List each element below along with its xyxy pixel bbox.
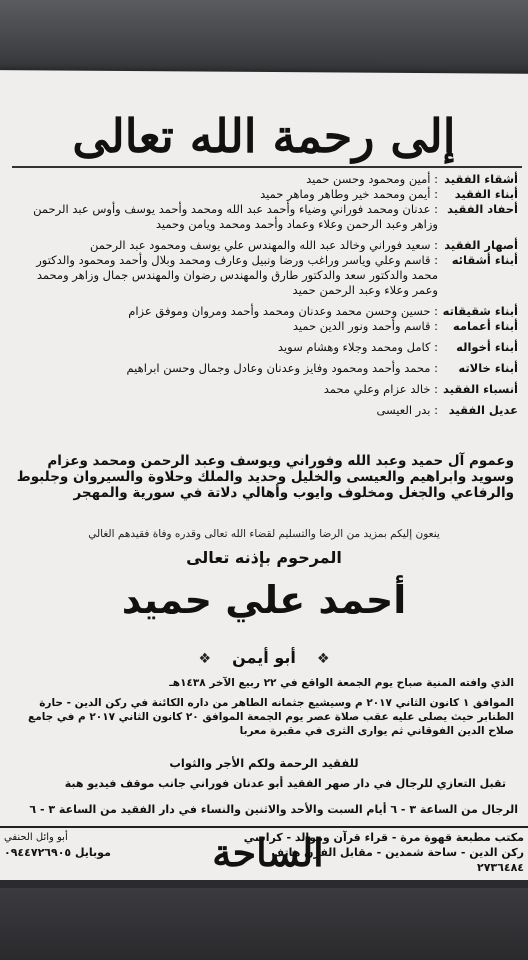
relatives-row <box>8 304 518 319</box>
relatives-row <box>8 187 518 202</box>
relation-names: : عدنان ومحمد فوراني وضياء وأحمد عبد الله ومحمد وأحمد يوسف وأوس عبد الرحمن وزاهر وعبد الرحمن وعلاء وعماد وأحمد ومحمد ويامن وحميد <box>33 202 438 231</box>
funeral-details: الموافق ١ كانون الثاني ٢٠١٧ م وسيشيع جثمانه الطاهر من داره الكائنة في ركن الدين - حارة الطنابر حيث يصلى عليه عقب صلاة عصر يوم الجمعة الموافق ٢٠ كانون الثاني ٢٠١٧ م في جامع صلاح الدين الفوقاني ثم يوارى الثرى في مقبرة معربا <box>28 697 514 737</box>
relation-label: عديل الفقيد <box>448 403 518 417</box>
relatives-row <box>8 382 518 397</box>
relatives-row <box>8 172 518 187</box>
relatives-row <box>8 319 518 334</box>
printer-owner: أبو وائل الحنفي <box>4 832 68 843</box>
relation-names: : قاسم وأحمد ونور الدين حميد <box>292 319 438 333</box>
printer-name-line: مكتب مطبعة قهوة مرة - قراء قرآن وموالد - كراسي <box>243 831 524 844</box>
closing-line: للفقيد الرحمة ولكم الأجر والثواب <box>169 756 359 770</box>
relatives-row <box>8 238 518 253</box>
deceased-prefix: المرحوم بإذنه تعالى <box>186 548 342 567</box>
condolences-location: تقبل التعازي للرجال في دار صهر الفقيد أبو عدنان فوراني جانب موقف فيديو هبة <box>64 777 506 790</box>
printer-contact <box>4 830 214 860</box>
relation-names: : بدر العيسى <box>376 403 438 417</box>
intro-line: ينعون إليكم بمزيد من الرضا والتسليم لقضاء الله تعالى وقدره وفاة فقيدهم الغالي <box>88 528 440 540</box>
relation-names: : سعيد فوراني وخالد عبد الله والمهندس علي يوسف ومحمود عبد الرحمن <box>90 238 438 252</box>
relation-label: أحفاد الفقيد <box>447 202 518 216</box>
page-title: إلى رحمة الله تعالى <box>72 109 456 163</box>
relation-names: : محمد وأحمد ومحمود وفايز وعدنان وعادل وجمال وحسن ابراهيم <box>126 361 438 375</box>
printer-logo-text: الساحة <box>212 830 324 875</box>
relatives-row <box>8 202 518 232</box>
relatives-row <box>8 253 518 298</box>
relation-names: : كامل ومحمد وجلاء وهشام سويد <box>277 340 438 354</box>
background-bottom <box>0 885 528 960</box>
paper-edge-shadow <box>0 880 528 888</box>
relation-names: : أيمن ومحمد خير وطاهر وماهر حميد <box>260 187 438 201</box>
divider <box>12 166 522 168</box>
ornament-icon: ❖ <box>316 651 330 667</box>
relation-label: أبناء شقيقاته <box>442 304 518 318</box>
nickname-line <box>0 648 528 667</box>
printer-mobile: موبايل ٠٩٤٤٧٢٦٩٠٥ <box>4 846 111 859</box>
relatives-list <box>8 172 518 418</box>
printer-footer <box>0 826 528 882</box>
relation-label: أبناء أخواله <box>456 340 518 354</box>
condolences-times: الرجال من الساعة ٣ - ٦ أيام السبت والأحد والاثنين والنساء في دار الفقيد من الساعة ٣ - ٦ <box>29 803 518 816</box>
relatives-row <box>8 340 518 355</box>
relation-names: : قاسم وعلي وياسر وراغب ورضا ونبيل وعارف ومحمد وبلال وأحمد ومحمود والدكتور محمد والدكتور سعد والدكتور طارق والمهندس رضوان والمهندس جمال وزاهر ومحمد وعمر وعلاء وعبد الرحمن حميد <box>36 253 438 297</box>
relation-names: : حسين وحسن محمد وعدنان ومحمد وأحمد ومروان وموفق عزام <box>128 304 438 318</box>
families-paragraph: وعموم آل حميد وعبد الله وفوراني ويوسف وعبد الرحمن ومحمد وعزام وسويد وابراهيم والعيسى والخليل وحديد والملك وحلاوة والسيروان وجلبوط والرفاعي والجغل ومخلوف وايوب وأهالي دلاتة في سورية والمهجر <box>16 453 514 501</box>
deceased-nickname: أبو أيمن <box>232 648 296 667</box>
relation-label: أبناء أعمامه <box>452 319 518 333</box>
relatives-row <box>8 361 518 376</box>
relation-label: أشقاء الفقيد <box>444 172 518 186</box>
relation-names: : خالد عزام وعلي محمد <box>323 382 438 396</box>
relation-label: أصهار الفقيد <box>444 238 518 252</box>
deceased-name: أحمد علي حميد <box>121 578 407 622</box>
relation-label: أبناء أشقائه <box>451 253 518 267</box>
background-top <box>0 0 528 80</box>
relation-label: أبناء الفقيد <box>454 187 518 201</box>
relatives-row <box>8 403 518 418</box>
ornament-icon: ❖ <box>198 651 212 667</box>
relation-label: أنسباء الفقيد <box>442 382 518 396</box>
relation-label: أبناء خالاته <box>458 361 518 375</box>
relation-names: : أمين ومحمود وحسن حميد <box>306 172 438 186</box>
printer-address-line: ركن الدين - ساحة شمدين - مقابل الفرن هاتف ٢٧٣٦٤٨٤ <box>271 846 524 874</box>
death-date: الذي وافته المنية صباح يوم الجمعة الواقع في ٢٢ ربيع الآخر ١٤٣٨هـ <box>169 677 514 689</box>
